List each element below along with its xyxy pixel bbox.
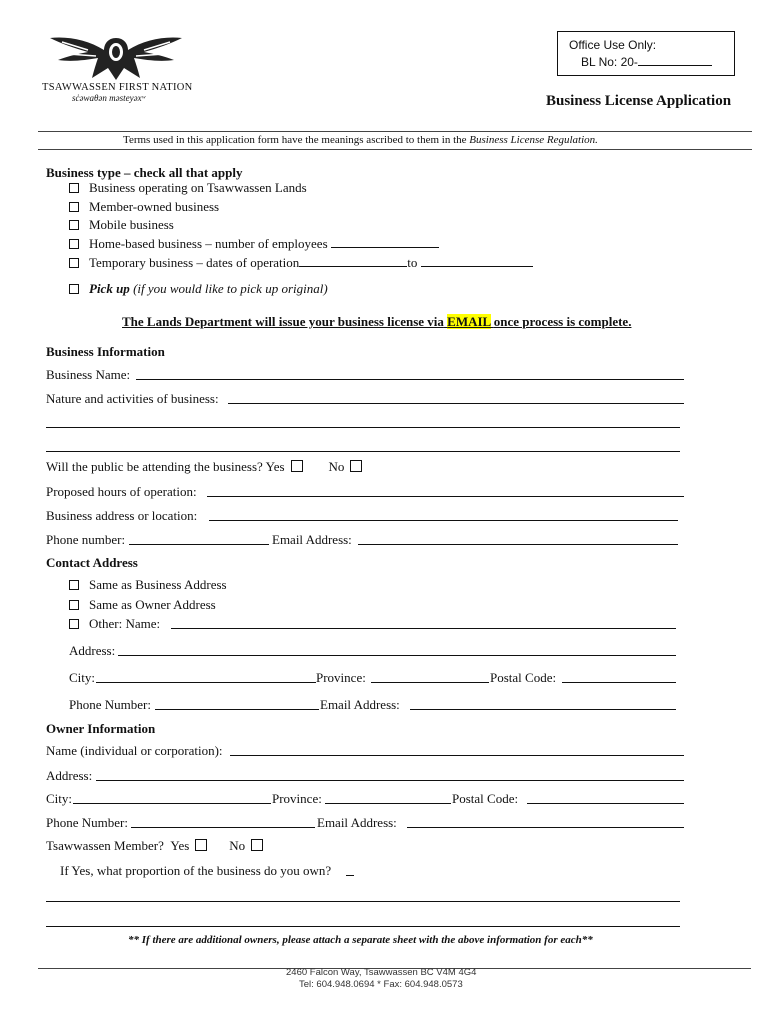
contact-email-field[interactable] — [410, 709, 676, 710]
public-yes-checkbox[interactable] — [291, 460, 303, 472]
employees-field[interactable] — [331, 236, 439, 248]
phone-label: Phone number: — [46, 532, 126, 547]
email-field[interactable] — [358, 544, 678, 545]
contact-address-label: Address: — [69, 643, 116, 658]
bt-option-2[interactable]: Member-owned business — [69, 199, 219, 215]
contact-city-field[interactable] — [96, 682, 316, 683]
owner-phone-field[interactable] — [131, 827, 315, 828]
proportion-field-2[interactable] — [46, 926, 680, 927]
org-subtitle: sċəwaθən məsteyəxʷ — [72, 93, 146, 103]
owner-address-label: Address: — [46, 768, 93, 783]
owner-heading: Owner Information — [46, 721, 156, 736]
checkbox[interactable] — [69, 619, 79, 629]
checkbox[interactable] — [69, 183, 79, 193]
contact-heading: Contact Address — [46, 555, 138, 570]
terms-rule — [38, 149, 752, 150]
business-address-label: Business address or location: — [46, 508, 198, 523]
hours-field[interactable] — [207, 496, 684, 497]
owner-city-field[interactable] — [73, 803, 271, 804]
owner-name-field[interactable] — [230, 755, 684, 756]
contact-address-field[interactable] — [118, 655, 676, 656]
owner-address-field[interactable] — [96, 780, 684, 781]
additional-owners-note: ** If there are additional owners, please attach a separate sheet with the above information for each** — [128, 934, 593, 946]
business-address-field[interactable] — [209, 520, 678, 521]
contact-option-3[interactable]: Other: Name: — [69, 616, 160, 632]
phone-field[interactable] — [129, 544, 269, 545]
hours-label: Proposed hours of operation: — [46, 484, 197, 499]
office-use-box — [557, 31, 735, 76]
member-yes-checkbox[interactable] — [195, 839, 207, 851]
nature-field-2[interactable] — [46, 427, 680, 428]
form-title: Business License Application — [546, 93, 732, 109]
public-no-checkbox[interactable] — [350, 460, 362, 472]
contact-postal-field[interactable] — [562, 682, 676, 683]
owner-email-field[interactable] — [407, 827, 684, 828]
proportion-field-1[interactable] — [46, 901, 680, 902]
member-row: Tsawwassen Member? Yes No — [46, 838, 263, 854]
proportion-label: If Yes, what proportion of the business do you own? — [60, 863, 332, 878]
footer-contact: Tel: 604.948.0694 * Fax: 604.948.0573 — [299, 979, 463, 990]
checkbox[interactable] — [69, 220, 79, 230]
bt-option-4[interactable]: Home-based business – number of employees — [69, 236, 439, 252]
office-use-label: Office Use Only: — [569, 38, 657, 52]
checkbox[interactable] — [69, 600, 79, 610]
top-rule — [38, 131, 752, 132]
business-info-heading: Business Information — [46, 344, 165, 359]
owner-province-field[interactable] — [325, 803, 451, 804]
org-name: TSAWWASSEN FIRST NATION — [42, 82, 193, 93]
public-attending-row: Will the public be attending the business? Yes No — [46, 459, 362, 475]
footer-address: 2460 Falcon Way, Tsawwassen BC V4M 4G4 — [286, 967, 477, 978]
nature-label: Nature and activities of business: — [46, 391, 219, 406]
contact-phone-field[interactable] — [155, 709, 319, 710]
thunderbird-logo-icon — [48, 30, 184, 82]
contact-option-1[interactable]: Same as Business Address — [69, 577, 227, 593]
contact-postal-label: Postal Code: — [490, 670, 557, 685]
contact-option-2[interactable]: Same as Owner Address — [69, 597, 216, 613]
checkbox[interactable] — [69, 202, 79, 212]
business-name-label: Business Name: — [46, 367, 131, 382]
contact-province-label: Province: — [316, 670, 366, 685]
tfn-logo — [48, 30, 184, 86]
owner-postal-label: Postal Code: — [452, 791, 519, 806]
owner-email-label: Email Address: — [317, 815, 397, 830]
checkbox[interactable] — [69, 284, 79, 294]
contact-other-name-field[interactable] — [171, 628, 676, 629]
dates-to-field[interactable] — [421, 255, 533, 267]
bl-number-field[interactable] — [638, 54, 712, 66]
proportion-underline — [346, 875, 354, 876]
pickup-option[interactable]: Pick up (if you would like to pick up original) — [69, 281, 328, 297]
checkbox[interactable] — [69, 258, 79, 268]
contact-phone-label: Phone Number: — [69, 697, 151, 712]
member-no-checkbox[interactable] — [251, 839, 263, 851]
owner-province-label: Province: — [272, 791, 322, 806]
contact-province-field[interactable] — [371, 682, 489, 683]
email-label: Email Address: — [272, 532, 352, 547]
bl-number-label: BL No: 20- — [581, 55, 638, 69]
owner-postal-field[interactable] — [527, 803, 684, 804]
bt-option-1[interactable]: Business operating on Tsawwassen Lands — [69, 180, 307, 196]
owner-phone-label: Phone Number: — [46, 815, 128, 830]
checkbox[interactable] — [69, 580, 79, 590]
owner-city-label: City: — [46, 791, 73, 806]
nature-field-1[interactable] — [228, 403, 684, 404]
business-name-field[interactable] — [136, 379, 684, 380]
nature-field-3[interactable] — [46, 451, 680, 452]
owner-name-label: Name (individual or corporation): — [46, 743, 223, 758]
dates-from-field[interactable] — [299, 255, 407, 267]
contact-city-label: City: — [69, 670, 96, 685]
checkbox[interactable] — [69, 239, 79, 249]
terms-notice: Terms used in this application form have the meanings ascribed to them in the Business License Regulation. — [123, 134, 598, 146]
contact-email-label: Email Address: — [320, 697, 400, 712]
bt-option-5[interactable]: Temporary business – dates of operation to — [69, 255, 533, 271]
bt-option-3[interactable]: Mobile business — [69, 217, 174, 233]
business-type-heading: Business type – check all that apply — [46, 165, 243, 180]
email-notice: The Lands Department will issue your business license via EMAIL once process is complete. — [122, 314, 632, 329]
